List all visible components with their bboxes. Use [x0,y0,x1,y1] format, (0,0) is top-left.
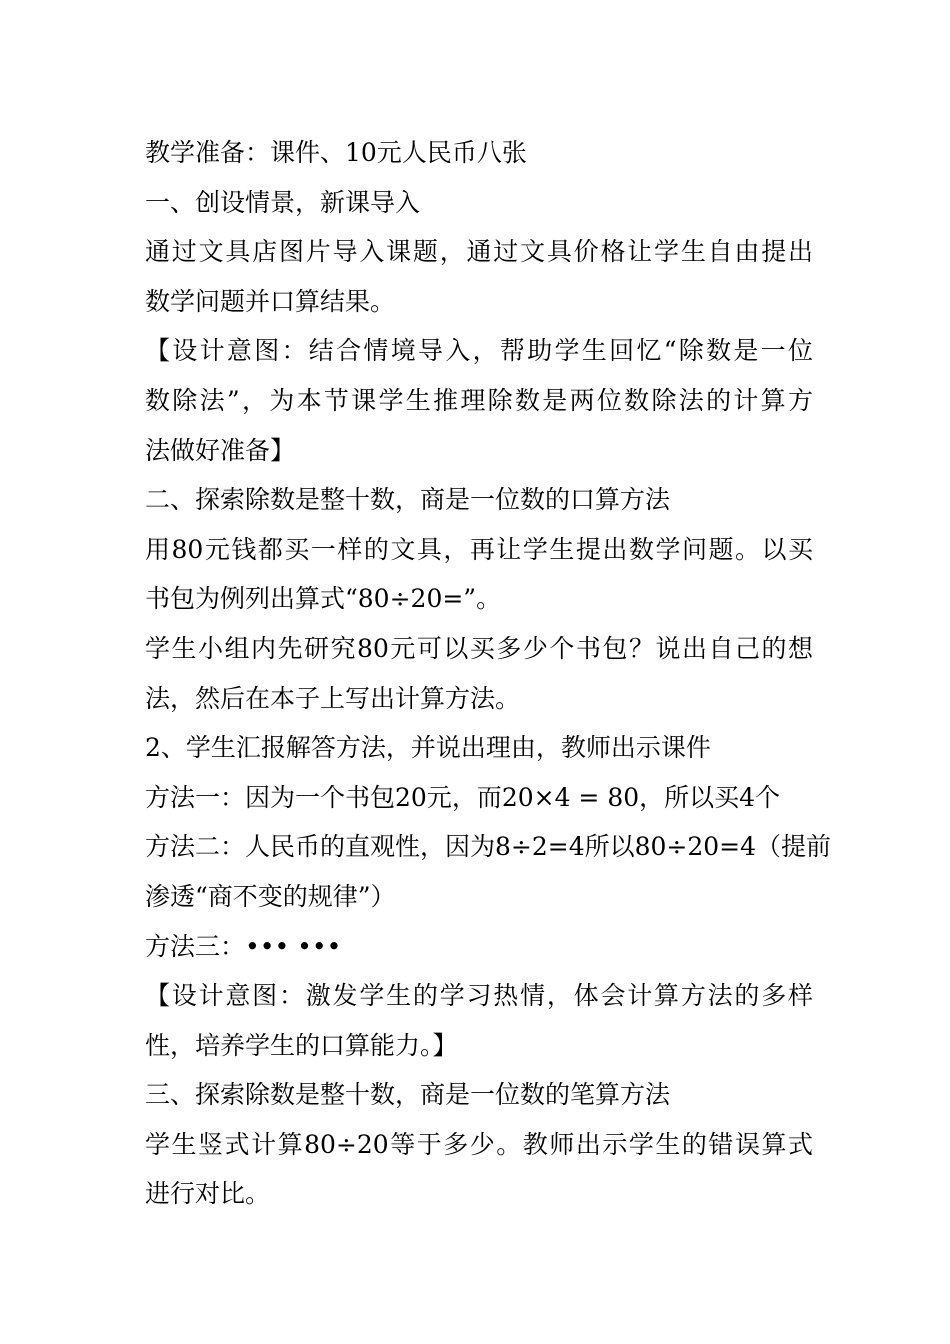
text-line: 方法三：••• ••• [145,931,342,961]
text-line: 2、学生汇报解答方法，并说出理由，教师出示课件 [145,733,711,763]
text-line: 用80元钱都买一样的文具，再让学生提出数学问题。以买 [145,534,813,564]
text-line: 进行对比。 [145,1179,271,1209]
text-line: 数学问题并口算结果。 [145,286,396,316]
section-heading: 二、探索除数是整十数，商是一位数的口算方法 [145,485,671,515]
text-line: 数除法”，为本节课学生推理除数是两位数除法的计算方 [145,385,813,415]
text-line: 【设计意图：激发学生的学习热情，体会计算方法的多样 [145,981,813,1011]
text-line: 方法二：人民币的直观性，因为8÷2=4所以80÷20=4（提前 [145,832,832,862]
text-line: 【设计意图：结合情境导入，帮助学生回忆“除数是一位 [145,336,813,366]
text-line: 性，培养学生的口算能力。】 [145,1030,458,1060]
text-line: 法做好准备】 [145,435,296,465]
text-line: 学生小组内先研究80元可以买多少个书包？说出自己的想 [145,633,813,663]
text-line: 渗透“商不变的规律”） [145,881,396,911]
text-line: 教学准备：课件、10元人民币八张 [145,138,527,167]
section-heading: 一、创设情景，新课导入 [145,187,421,217]
document-body [145,128,832,1219]
section-heading: 三、探索除数是整十数，商是一位数的笔算方法 [145,1080,671,1110]
text-line: 学生竖式计算80÷20等于多少。教师出示学生的错误算式 [145,1129,813,1159]
text-line: 通过文具店图片导入课题，通过文具价格让学生自由提出 [145,237,813,267]
text-line: 方法一：因为一个书包20元，而20×4 = 80，所以买4个 [145,782,781,812]
text-line: 法，然后在本子上写出计算方法。 [145,683,521,713]
text-line: 书包为例列出算式“80÷20=”。 [145,584,502,614]
